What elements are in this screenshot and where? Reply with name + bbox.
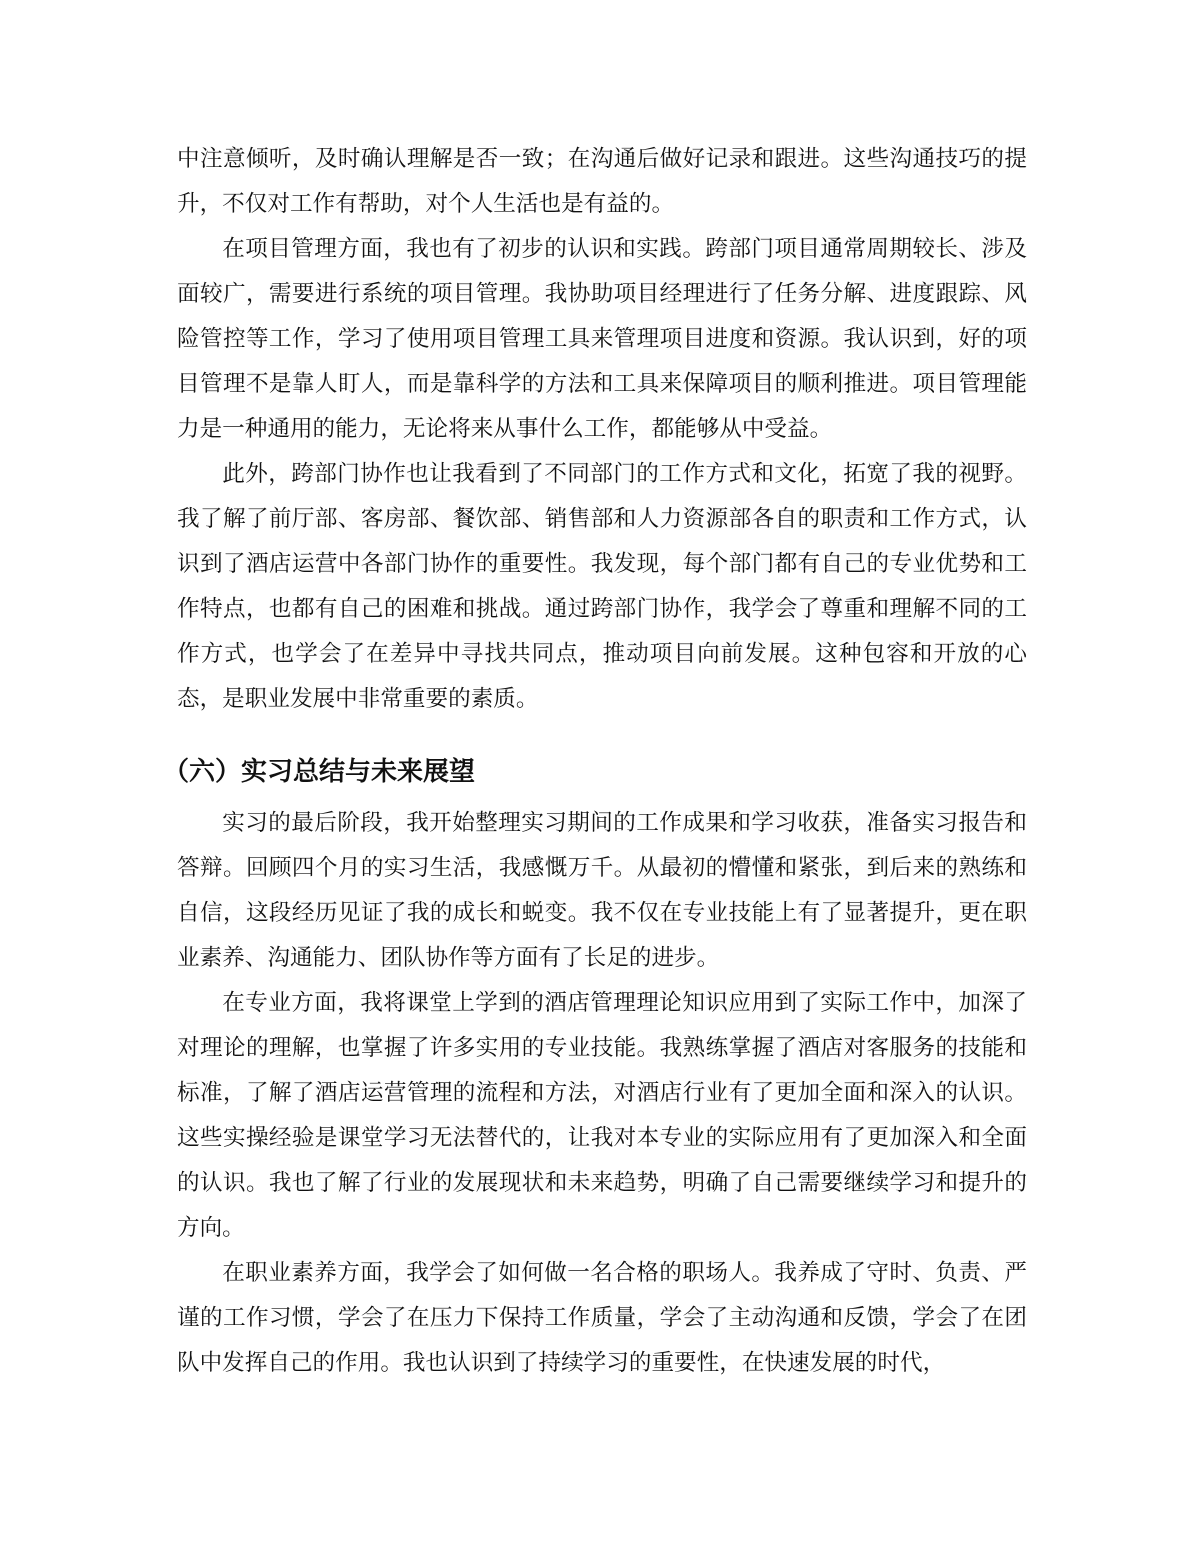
paragraph-project-management: 在项目管理方面，我也有了初步的认识和实践。跨部门项目通常周期较长、涉及面较广，需要进行系统的项目管理。我协助项目经理进行了任务分解、进度跟踪、风险管控等工作，学习了使用项目管理工具来管理项目进度和资源。我认识到，好的项目管理不是靠人盯人，而是靠科学的方法和工具来保障项目的顺利推进。项目管理能力是一种通用的能力，无论将来从事什么工作，都能够从中受益。 xyxy=(177,236,1027,442)
paragraph-professionalism: 在职业素养方面，我学会了如何做一名合格的职场人。我养成了守时、负责、严谨的工作习惯，学会了在压力下保持工作质量，学会了主动沟通和反馈，学会了在团队中发挥自己的作用。我也认识到了持续学习的重要性，在快速发展的时代， xyxy=(177,1260,1027,1376)
section-heading: （六）实习总结与未来展望 xyxy=(163,757,476,787)
paragraph-final-stage: 实习的最后阶段，我开始整理实习期间的工作成果和学习收获，准备实习报告和答辩。回顾四个月的实习生活，我感慨万千。从最初的懵懂和紧张，到后来的熟练和自信，这段经历见证了我的成长和蜕变。我不仅在专业技能上有了显著提升，更在职业素养、沟通能力、团队协作等方面有了长足的进步。 xyxy=(177,810,1027,971)
paragraph-cross-department: 此外，跨部门协作也让我看到了不同部门的工作方式和文化，拓宽了我的视野。我了解了前厅部、客房部、餐饮部、销售部和人力资源部各自的职责和工作方式，认识到了酒店运营中各部门协作的重要性。我发现，每个部门都有自己的专业优势和工作特点，也都有自己的困难和挑战。通过跨部门协作，我学会了尊重和理解不同的工作方式，也学会了在差异中寻找共同点，推动项目向前发展。这种包容和开放的心态，是职业发展中非常重要的素质。 xyxy=(177,461,1027,712)
paragraph-professional: 在专业方面，我将课堂上学到的酒店管理理论知识应用到了实际工作中，加深了对理论的理解，也掌握了许多实用的专业技能。我熟练掌握了酒店对客服务的技能和标准，了解了酒店运营管理的流程和方法，对酒店行业有了更加全面和深入的认识。这些实操经验是课堂学习无法替代的，让我对本专业的实际应用有了更加深入和全面的认识。我也了解了行业的发展现状和未来趋势，明确了自己需要继续学习和提升的方向。 xyxy=(177,990,1027,1241)
document-body xyxy=(163,137,1027,1386)
paragraph-continued: 中注意倾听，及时确认理解是否一致；在沟通后做好记录和跟进。这些沟通技巧的提升，不仅对工作有帮助，对个人生活也是有益的。 xyxy=(177,146,1027,217)
